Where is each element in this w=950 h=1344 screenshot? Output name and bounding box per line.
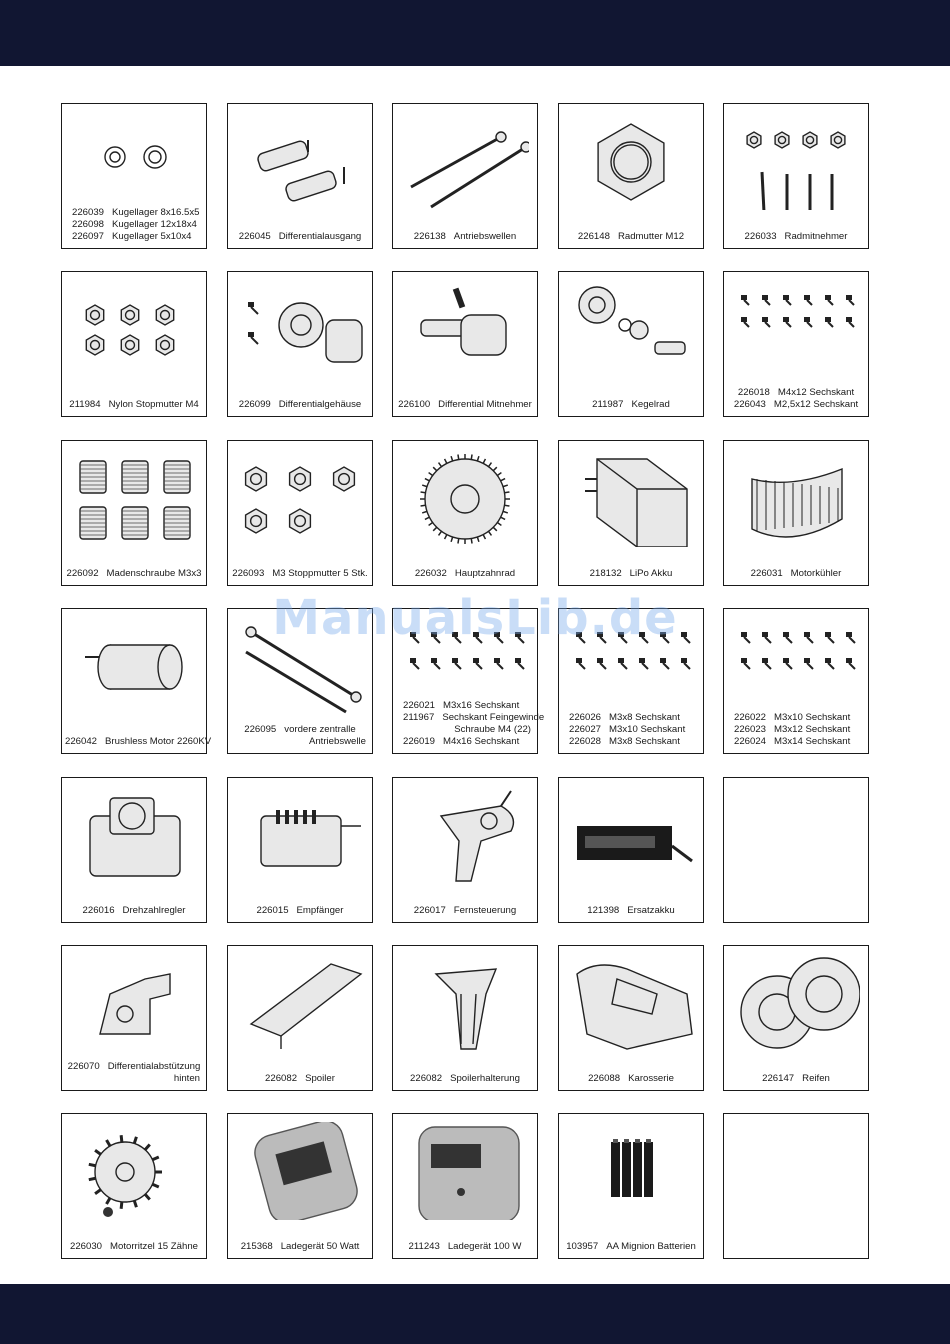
screws-icon (567, 617, 695, 715)
part-cell (723, 103, 869, 249)
part-caption-line (231, 399, 369, 411)
part-number: 226098 (72, 219, 105, 230)
part-caption-line (562, 1241, 700, 1253)
part-caption (396, 568, 534, 580)
part-cell (723, 271, 869, 417)
part-caption-line (727, 1073, 865, 1085)
differential-case-icon (236, 280, 364, 378)
part-caption-line (727, 387, 865, 399)
part-name: M4x16 Sechskant (443, 736, 520, 747)
part-name: Radmitnehmer (784, 231, 848, 242)
part-number: 226024 (734, 736, 767, 747)
part-caption-line (231, 736, 369, 748)
wheel-nut-icon (567, 112, 695, 210)
part-caption-line (231, 1073, 369, 1085)
part-cell (558, 440, 704, 586)
part-name: Hauptzahnrad (454, 568, 516, 579)
part-name: Reifen (802, 1073, 830, 1084)
part-name: Nylon Stopmutter M4 (108, 399, 199, 410)
part-number: 226018 (737, 387, 770, 398)
part-number: 226021 (403, 700, 436, 711)
part-cell (558, 777, 704, 923)
part-caption (727, 231, 865, 243)
part-cell (61, 777, 207, 923)
part-caption (65, 905, 203, 917)
part-name: Sechskant Feingewinde (442, 712, 545, 723)
part-number: 226093 (232, 568, 265, 579)
part-caption (65, 1241, 203, 1253)
part-number: 226045 (238, 231, 271, 242)
wheel-hubs-icon (732, 112, 860, 210)
part-number: 226097 (72, 231, 105, 242)
part-number: 103957 (566, 1241, 599, 1252)
part-name: Spoilerhalterung (450, 1073, 520, 1084)
part-name: M3 Stoppmutter 5 Stk. (272, 568, 368, 579)
part-name: Fernsteuerung (453, 905, 517, 916)
part-caption-line (562, 231, 700, 243)
part-name: hinten (173, 1073, 200, 1084)
part-name: Madenschraube M3x3 (106, 568, 202, 579)
part-name: Karosserie (628, 1073, 674, 1084)
part-name: Antriebswellen (453, 231, 517, 242)
part-name: Motorkühler (790, 568, 842, 579)
part-caption-line (231, 1241, 369, 1253)
part-caption (231, 568, 369, 580)
part-cell (558, 103, 704, 249)
part-caption-line (562, 399, 700, 411)
part-caption (65, 736, 212, 748)
part-name: Differentialausgang (278, 231, 362, 242)
tires-icon (732, 954, 860, 1052)
part-cell (227, 103, 373, 249)
bearings-icon (70, 112, 198, 210)
brushless-motor-icon (70, 617, 198, 715)
part-caption (396, 1073, 534, 1085)
part-number: 226028 (569, 736, 602, 747)
part-caption-line (65, 219, 203, 231)
part-caption-line (396, 231, 534, 243)
part-name: M3x10 Sechskant (609, 724, 686, 735)
part-number: 226148 (577, 231, 610, 242)
part-name: Radmutter M12 (617, 231, 685, 242)
part-name: vordere zentralle (284, 724, 356, 735)
part-caption-line (65, 399, 203, 411)
transmitter-icon (401, 786, 529, 884)
stop-nuts-icon (236, 449, 364, 547)
part-caption-line (396, 1073, 534, 1085)
part-number: 218132 (589, 568, 622, 579)
part-caption-line (396, 399, 534, 411)
part-caption-line (65, 1073, 203, 1085)
part-number: 211243 (408, 1241, 440, 1252)
grub-screws-icon (70, 449, 198, 547)
part-cell (61, 271, 207, 417)
part-name: M2,5x12 Sechskant (773, 399, 859, 410)
part-name: Differentialabstützung (107, 1061, 201, 1072)
part-caption-line (231, 905, 369, 917)
part-caption-line (396, 712, 545, 724)
part-number: 226088 (588, 1073, 621, 1084)
part-name: Motorritzel 15 Zähne (110, 1241, 198, 1252)
watermark: ManualsLib.de (272, 590, 678, 646)
bevel-gear-icon (567, 280, 695, 378)
part-caption-line (727, 231, 865, 243)
part-caption-line (65, 568, 203, 580)
part-caption (65, 399, 203, 411)
part-number: 226082 (410, 1073, 443, 1084)
part-caption-line (562, 1073, 700, 1085)
part-name: Differentialgehäuse (278, 399, 362, 410)
part-number: 226043 (733, 399, 766, 410)
part-number: 226039 (72, 207, 105, 218)
part-number: 226022 (734, 712, 767, 723)
part-cell (558, 608, 704, 754)
part-number: 211987 (592, 399, 624, 410)
part-name: Kugellager 5x10x4 (112, 231, 192, 242)
part-cell (227, 945, 373, 1091)
part-cell (227, 777, 373, 923)
part-caption (396, 905, 534, 917)
part-number: 226026 (569, 712, 602, 723)
part-name: M3x14 Sechskant (774, 736, 851, 747)
spoiler-icon (236, 954, 364, 1052)
part-caption-line (727, 724, 865, 736)
part-caption (231, 724, 369, 748)
part-caption-line (65, 207, 203, 219)
part-cell (558, 271, 704, 417)
charger-100w-icon (401, 1122, 529, 1220)
part-caption-line (231, 231, 369, 243)
part-name: M3x8 Sechskant (609, 736, 680, 747)
part-name: Brushless Motor 2260KV (105, 736, 212, 747)
part-cell (392, 440, 538, 586)
part-name: Kugellager 12x18x4 (112, 219, 197, 230)
part-caption-line (396, 905, 534, 917)
footer-bar (0, 1284, 950, 1344)
part-cell (723, 608, 869, 754)
part-name: Ladegerät 50 Watt (280, 1241, 360, 1252)
spur-gear-icon (401, 449, 529, 547)
part-caption (562, 1073, 700, 1085)
part-caption (65, 568, 203, 580)
part-cell (558, 1113, 704, 1259)
part-number: 226027 (569, 724, 602, 735)
aa-batteries-icon (567, 1122, 695, 1220)
part-cell (227, 1113, 373, 1259)
part-number: 226082 (265, 1073, 298, 1084)
part-number: 211984 (69, 399, 101, 410)
differential-cup-icon (401, 280, 529, 378)
part-caption-line (562, 568, 700, 580)
center-driveshaft-icon (236, 617, 364, 715)
part-name: Drehzahlregler (122, 905, 186, 916)
part-cell (392, 103, 538, 249)
part-name: M3x16 Sechskant (443, 700, 520, 711)
body-shell-icon (567, 954, 695, 1052)
part-caption-line (231, 568, 369, 580)
part-cell (392, 777, 538, 923)
part-number: 226033 (744, 231, 777, 242)
part-number: 226099 (238, 399, 271, 410)
part-name: Ladegerät 100 W (447, 1241, 522, 1252)
part-caption (727, 568, 865, 580)
part-name: Ersatzakku (627, 905, 675, 916)
charger-50w-icon (236, 1122, 364, 1220)
part-number: 226019 (403, 736, 436, 747)
part-caption (65, 207, 203, 243)
part-name: M3x10 Sechskant (774, 712, 851, 723)
part-cell (227, 271, 373, 417)
empty-part-cell (723, 777, 869, 923)
part-caption-line (396, 724, 534, 736)
part-number: 226023 (734, 724, 767, 735)
part-caption-line (65, 231, 203, 243)
part-caption (396, 700, 545, 748)
part-caption-line (562, 736, 700, 748)
motor-heatsink-icon (732, 449, 860, 547)
part-caption (231, 1073, 369, 1085)
part-number: 226095 (244, 724, 277, 735)
differential-outputs-icon (236, 112, 364, 210)
hex-screws-icon (732, 280, 860, 378)
part-caption (231, 905, 369, 917)
part-cell (61, 103, 207, 249)
part-caption-line (396, 700, 534, 712)
header-bar (0, 0, 950, 66)
part-caption-line (396, 568, 534, 580)
part-cell (227, 608, 373, 754)
part-caption-line (727, 568, 865, 580)
part-caption (562, 712, 700, 748)
part-cell (392, 608, 545, 754)
part-cell (227, 440, 373, 586)
part-caption (231, 1241, 369, 1253)
receiver-icon (236, 786, 364, 884)
part-caption (727, 387, 865, 411)
part-number: 226042 (65, 736, 98, 747)
part-number: 226070 (67, 1061, 100, 1072)
part-name: LiPo Akku (629, 568, 673, 579)
nylon-nuts-icon (70, 280, 198, 378)
part-cell (61, 608, 212, 754)
part-number: 226032 (414, 568, 447, 579)
part-caption (562, 399, 700, 411)
part-cell (723, 945, 869, 1091)
part-cell (723, 440, 869, 586)
part-caption (65, 1061, 203, 1085)
part-caption-line (65, 1061, 203, 1073)
part-name: Empfänger (296, 905, 344, 916)
part-name: M4x12 Sechskant (777, 387, 855, 398)
part-caption-line (562, 724, 700, 736)
part-name: Antriebswelle (308, 736, 366, 747)
part-number: 211967 (403, 712, 435, 723)
part-cell (61, 440, 207, 586)
part-name: M3x12 Sechskant (774, 724, 851, 735)
part-caption-line (727, 399, 865, 411)
part-caption-line (396, 736, 534, 748)
part-cell (392, 945, 538, 1091)
part-name: Spoiler (305, 1073, 335, 1084)
part-caption-line (396, 1241, 534, 1253)
part-caption-line (727, 712, 865, 724)
part-caption-line (727, 736, 865, 748)
part-caption (396, 231, 534, 243)
part-number: 226092 (66, 568, 99, 579)
part-name: Kugellager 8x16.5x5 (112, 207, 200, 218)
lipo-battery-icon (567, 449, 695, 547)
part-caption-line (231, 724, 369, 736)
drive-shafts-icon (401, 112, 529, 210)
pinion-gear-icon (70, 1122, 198, 1220)
part-cell (61, 1113, 207, 1259)
part-caption (231, 399, 369, 411)
part-caption (727, 712, 865, 748)
part-caption (231, 231, 369, 243)
part-number: 215368 (240, 1241, 273, 1252)
part-number: 226017 (413, 905, 446, 916)
part-name: AA Mignion Batterien (606, 1241, 696, 1252)
part-name: Differential Mitnehmer (438, 399, 532, 410)
part-number: 226031 (750, 568, 783, 579)
part-number: 226147 (762, 1073, 795, 1084)
spare-battery-icon (567, 786, 695, 884)
part-number: 121398 (587, 905, 620, 916)
part-number: 226015 (256, 905, 289, 916)
part-number: 226100 (398, 399, 431, 410)
part-name: M3x8 Sechskant (609, 712, 680, 723)
part-caption (727, 1073, 865, 1085)
part-caption-line (562, 905, 700, 917)
part-cell (392, 1113, 538, 1259)
part-number: 226016 (82, 905, 115, 916)
part-number: 226030 (70, 1241, 103, 1252)
part-cell (558, 945, 704, 1091)
part-cell (61, 945, 207, 1091)
part-caption-line (562, 712, 700, 724)
spoiler-mount-icon (401, 954, 529, 1052)
part-cell (392, 271, 538, 417)
empty-part-cell (723, 1113, 869, 1259)
part-caption (562, 905, 700, 917)
esc-icon (70, 786, 198, 884)
part-name: Kegelrad (631, 399, 670, 410)
part-name: Schraube M4 (22) (454, 724, 531, 735)
part-caption (562, 568, 700, 580)
part-caption-line (65, 905, 203, 917)
part-number: 226138 (413, 231, 446, 242)
part-caption (562, 1241, 700, 1253)
diff-mount-icon (70, 954, 198, 1052)
part-caption-line (65, 1241, 203, 1253)
part-caption (562, 231, 700, 243)
part-caption-line (65, 736, 212, 748)
part-caption (396, 1241, 534, 1253)
screws-icon (732, 617, 860, 715)
part-caption (396, 399, 534, 411)
